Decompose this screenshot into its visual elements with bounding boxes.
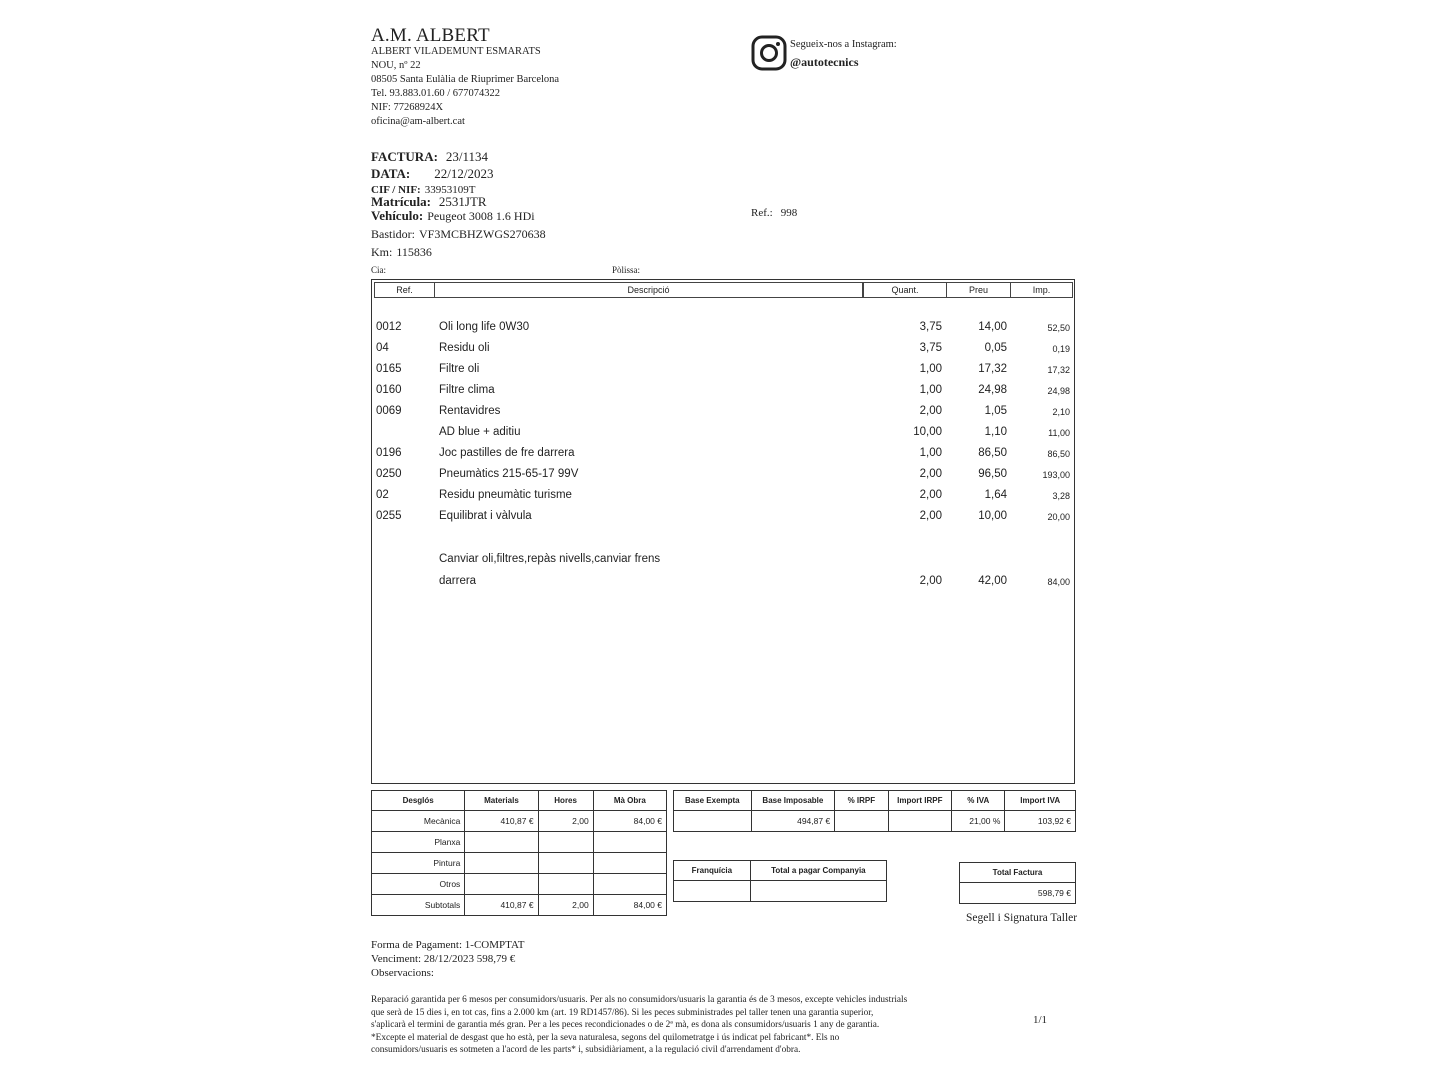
tax-header: Base Imposable: [751, 791, 835, 811]
table-row: 0255 Equilibrat i vàlvula 2,00 10,00 20,00: [376, 510, 1070, 522]
table-row: Planxa: [372, 832, 667, 853]
table-row: 04 Residu oli 3,75 0,05 0,19: [376, 342, 1070, 354]
franquicia-table: [673, 860, 887, 902]
header-description: Descripció: [435, 282, 863, 298]
table-row: Mecànica 410,87 € 2,00 84,00 €: [372, 811, 667, 832]
legal-line: *Excepte el material de desgast que ho està, per la seva naturalesa, segons del quilometratge i ús indicat pel fabricant*. Els no: [371, 1032, 840, 1043]
header-price: Preu: [947, 282, 1011, 298]
header-import: Imp.: [1011, 282, 1073, 298]
company-line: NOU, nº 22: [371, 60, 421, 71]
total-label: Total Factura: [960, 863, 1076, 883]
page-number: 1/1: [1033, 1014, 1048, 1026]
items-table: [371, 279, 1075, 784]
company-line: NIF: 77268924X: [371, 102, 444, 113]
signature-label: Segell i Signatura Taller: [966, 912, 1078, 924]
legal-line: Reparació garantida per 6 mesos per consumidors/usuaris. Per als no consumidors/usuaris la garantia és de 3 mesos, excepte vehicles industrials: [371, 995, 908, 1005]
breakdown-header: Hores: [538, 791, 593, 811]
company-name: A.M. ALBERT: [371, 25, 490, 46]
legal-line: consumidors/usuaris es sotmeten a l'acord de les parts* i, subsidiàriament, a la regulació civil d'arrendament d'obra.: [371, 1045, 801, 1056]
instagram-handle[interactable]: @autotecnics: [790, 55, 859, 69]
vehicle-field: Vehículo: Peugeot 3008 1.6 HDi: [371, 208, 535, 223]
cia-label: Cia:: [371, 265, 386, 275]
table-row: Subtotals 410,87 € 2,00 84,00 €: [372, 895, 667, 916]
instagram-text: Segueix-nos a Instagram:: [790, 39, 897, 50]
table-row: 0012 Oli long life 0W30 3,75 14,00 52,50: [376, 321, 1070, 333]
ref-field: Ref.: 998: [751, 207, 798, 219]
tax-header: % IVA: [952, 791, 1005, 811]
breakdown-header: Desglós: [372, 791, 465, 811]
breakdown-header: Materials: [465, 791, 538, 811]
table-row: 494,87 € 21,00 % 103,92 €: [674, 811, 1076, 832]
legal-line: s'aplicarà el termini de garantia més gran. Per a les peces recondicionades o de 2ª mà, es dona als consumidors/usuaris 1 any de garantia.: [371, 1020, 880, 1031]
table-row: AD blue + aditiu 10,00 1,10 11,00: [439, 426, 1070, 438]
table-row: Otros: [372, 874, 667, 895]
company-line: oficina@am-albert.cat: [371, 116, 465, 127]
instagram-icon: [751, 35, 787, 71]
tax-header: Import IVA: [1005, 791, 1076, 811]
bastidor-field: Bastidor: VF3MCBHZWGS270638: [371, 227, 546, 241]
table-row: [674, 881, 887, 902]
table-row: 0196 Joc pastilles de fre darrera 1,00 86,50 86,50: [376, 447, 1070, 459]
header-ref: Ref.: [374, 282, 435, 298]
breakdown-table: [371, 790, 667, 916]
labor-row-description: Canviar oli,filtres,repàs nivells,canviar frens: [439, 553, 661, 565]
cif-field: CIF / NIF: 33953109T: [371, 184, 476, 196]
table-row: 0160 Filtre clima 1,00 24,98 24,98: [376, 384, 1070, 396]
observations: Observacions:: [371, 967, 434, 979]
km-field: Km: 115836: [371, 245, 432, 259]
table-row: 0069 Rentavidres 2,00 1,05 2,10: [376, 405, 1070, 417]
payment-method: Forma de Pagament: 1-COMPTAT: [371, 939, 525, 951]
total-table: [959, 862, 1076, 904]
data-field: DATA: 22/12/2023: [371, 166, 494, 181]
total-value: 598,79 €: [960, 883, 1076, 904]
table-row: Pintura: [372, 853, 667, 874]
company-line: Tel. 93.883.01.60 / 677074322: [371, 88, 501, 99]
factura-field: FACTURA: 23/1134: [371, 149, 489, 164]
franquicia-header: Franquícia: [674, 861, 751, 881]
company-line: 08505 Santa Eulàlia de Riuprimer Barcelona: [371, 74, 560, 85]
tax-header: % IRPF: [835, 791, 888, 811]
franquicia-header: Total a pagar Companyia: [750, 861, 886, 881]
legal-line: que serà de 15 dies i, en tot cas, fins a 2.000 km (art. 19 RD1457/86). Si les peces subministrades pel taller tenen una garantia superior,: [371, 1007, 874, 1018]
tax-header: Import IRPF: [888, 791, 951, 811]
matricula-field: Matrícula: 2531JTR: [371, 194, 487, 209]
labor-row: darrera 2,00 42,00 84,00: [439, 575, 1070, 587]
header-quantity: Quant.: [863, 282, 947, 298]
tax-header: Base Exempta: [674, 791, 752, 811]
table-row: 02 Residu pneumàtic turisme 2,00 1,64 3,28: [376, 489, 1070, 501]
company-line: ALBERT VILADEMUNT ESMARATS: [371, 46, 541, 57]
breakdown-header: Mà Obra: [593, 791, 666, 811]
polissa-label: Pòlissa:: [612, 265, 641, 275]
taxes-table: [673, 790, 1076, 832]
table-row: 0165 Filtre oli 1,00 17,32 17,32: [376, 363, 1070, 375]
table-row: 0250 Pneumàtics 215-65-17 99V 2,00 96,50 193,00: [376, 468, 1070, 480]
payment-due: Venciment: 28/12/2023 598,79 €: [371, 953, 516, 965]
